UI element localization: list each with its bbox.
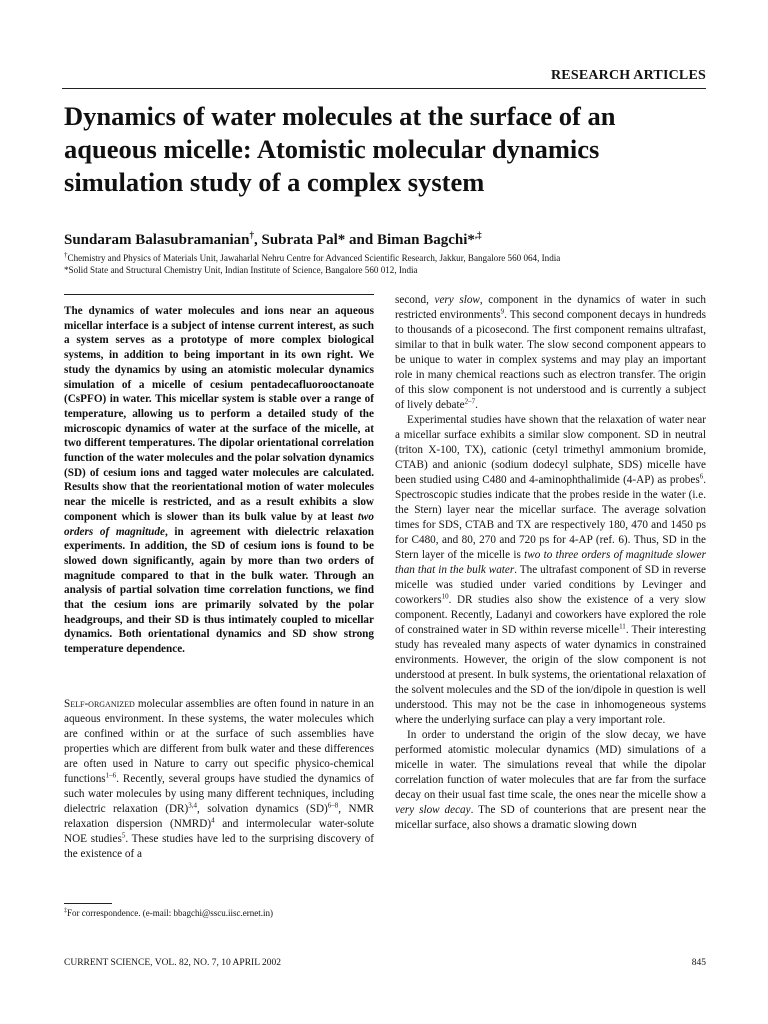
body-text: . The SD of counterions that are present near the micellar surface, also shows a dramatic slowing down xyxy=(395,804,706,831)
author-1: Sundaram Balasubramanian xyxy=(64,232,250,248)
paragraph-2 xyxy=(395,413,706,728)
author-line xyxy=(64,230,482,249)
body-text: . Their interesting study has revealed many aspects of water dynamics in constrained environments. However, the origin of the slow component is not understood at present. In bulk systems, the orientational relaxation of the solvent molecules and the SD of the ion/dipole in question is well understood. This may not be the case in inhomogeneous systems where the underlying surface can play a very important role. xyxy=(395,624,707,726)
affiliation-1-text: Chemistry and Physics of Materials Unit, Jawaharlal Nehru Centre for Advanced Scientific Research, Jakkur, Bangalore 560 064, India xyxy=(67,253,561,264)
footnote-text: For correspondence. (e-mail: bbagchi@sscu.iisc.ernet.in) xyxy=(67,908,273,918)
abstract-text-end: , in agreement with dielectric relaxation experiments. In addition, the SD of cesium ions is found to be slowed down significantly, again by more than two orders of magnitude compared to that in the bulk water. Through an analysis of partial solvation time correlation functions, we find that the cesium ions are primarily solvated by the polar headgroups, and their SD is thus intimately coupled to micellar dynamics. Both orientational dynamics and SD show strong temperature dependence. xyxy=(64,525,374,656)
affiliation-1 xyxy=(64,249,724,264)
body-text: In order to understand the origin of the slow decay, we have performed atomistic molecular dynamics (MD) simulations of a micelle in water. The simulations reveal that while the dipolar correlation function of water molecules that are far from the surface decay on their usual fast time scale, the ones near the micelle show a xyxy=(395,729,706,801)
citation: 3,4 xyxy=(188,801,197,810)
body-text: , solvation dynamics (SD) xyxy=(196,803,328,815)
emphasis: very slow decay xyxy=(395,804,471,816)
body-text: . DR studies also show the existence of a very slow component. Recently, Ladanyi and coworkers have explored the role of constrained water in SD within reverse micelle xyxy=(395,594,706,636)
body-text: . These studies have led to the surprising discovery of the existence of a xyxy=(64,833,374,860)
abstract xyxy=(64,304,374,657)
page-number: 845 xyxy=(691,958,706,968)
citation: 4 xyxy=(211,816,215,825)
intro-paragraph xyxy=(64,697,374,862)
citation: 5 xyxy=(121,831,126,840)
citation: 2–7 xyxy=(464,397,476,406)
body-text: . The ultrafast component of SD in reverse micelle was studied under varied conditions by Levinger and coworkers xyxy=(395,564,706,606)
citation: 9 xyxy=(500,307,505,316)
author-separator: and xyxy=(345,232,377,248)
affiliation-2: *Solid State and Structural Chemistry Unit, Indian Institute of Science, Bangalore 560 012, India xyxy=(64,265,418,276)
body-text: , component in the dynamics of water in such restricted environments xyxy=(395,294,706,321)
abstract-emphasis: two orders of magnitude xyxy=(64,510,374,538)
citation: 6–8 xyxy=(327,801,339,810)
section-label: RESEARCH ARTICLES xyxy=(550,68,706,83)
author-2: Subrata Pal* xyxy=(261,232,346,248)
abstract-text: The dynamics of water molecules and ions near an aqueous micellar interface is a subject of intense current interest, as such a system serves as a prototype of more complex biological systems, in addition to being important in its own right. We study the dynamics by using an atomistic molecular dynamics simulation of a micelle of cesium pentadecafluorooctanoate (CsPFO) in water. This micellar system is stable over a range of temperature, allowing us to perform a detailed study of the microscopic dynamics of water at the surface of the micelle, at two different temperatures. The dipolar orientational correlation function of the water molecules and the polar solvation dynamics (SD) of cesium ions and tagged water molecules are calculated. Results show that the reorientational motion of water molecules near the micelle is restricted, and as a result exhibits a slow component which is slower than its bulk value by at least xyxy=(64,305,374,523)
citation: 10 xyxy=(441,592,449,601)
lead-words: Self-organized xyxy=(64,698,135,710)
body-text: second, xyxy=(395,294,435,306)
body-text: . Recently, several groups have studied the dynamics of such water molecules by using many different techniques, including dielectric relaxation (DR) xyxy=(64,773,374,815)
body-text: and intermolecular water-solute NOE studies xyxy=(64,818,374,845)
footnote-rule xyxy=(64,903,112,904)
body-text: , NMR relaxation dispersion (NMRD) xyxy=(64,803,374,830)
affiliation-1-mark: † xyxy=(64,251,68,259)
author-3: Biman Bagchi* xyxy=(376,232,475,248)
body-text: . This second component decays in hundreds to thousands of a picosecond. The first component remains ultrafast, similar to that in bulk water. The slow second component appears to be unique to water in complex systems and may play an important role in many chemical reactions such as electron transfer. The origin of this slow component is not understood and is currently a subject of lively debate xyxy=(395,309,706,411)
author-separator: , xyxy=(253,232,262,248)
body-text: Experimental studies have shown that the relaxation of water near a micellar surface exhibits a similar slow component. SD in neutral (triton X-100, TX), cationic (cetyl trimethyl ammonium bromide, CTAB) and anionic (sodium dodecyl sulphate, SDS) micelle have been studied using C480 and 4-aminophthalimide (4-AP) as probes xyxy=(395,414,706,486)
paragraph-1 xyxy=(395,293,706,413)
citation: 11 xyxy=(619,622,626,631)
right-column xyxy=(395,293,706,833)
author-1-mark: † xyxy=(249,230,254,240)
body-text: . Spectroscopic studies indicate that the probes reside in the water (i.e. the Stern) layer near the micellar surface. The average solvation times for SDS, CTAB and TX are respectively 180, 470 and 1450 ps for C480, and 80, 270 and 720 ps for 4-AP (ref. 6). Thus, SD in the Stern layer of the micelle is xyxy=(395,474,706,561)
body-text: . xyxy=(475,399,478,411)
emphasis: two to three orders of magnitude slower than that in the bulk water xyxy=(395,549,706,576)
emphasis: very slow xyxy=(434,294,480,306)
article-title: Dynamics of water molecules at the surface of an aqueous micelle: Atomistic molecular dynamics simulation study of a complex system xyxy=(64,101,616,197)
affiliations xyxy=(64,249,724,276)
footnote xyxy=(64,908,273,918)
header-rule xyxy=(62,88,706,89)
body-text: molecular assemblies are often found in nature in an aqueous environment. In these systems, the water molecules which are confined within or at the surface of such assemblies have properties which are different from bulk water and these differences are often used in Nature to carry out specific physico-chemical functions xyxy=(64,698,374,785)
abstract-rule xyxy=(64,294,374,295)
citation: 6 xyxy=(699,472,704,481)
journal-citation: CURRENT SCIENCE, VOL. 82, NO. 7, 10 APRIL 2002 xyxy=(64,958,282,968)
footnote-mark: ‡ xyxy=(64,908,67,914)
paragraph-3 xyxy=(395,728,706,833)
citation: 1–6 xyxy=(105,771,117,780)
author-3-mark: ,‡ xyxy=(474,230,482,240)
